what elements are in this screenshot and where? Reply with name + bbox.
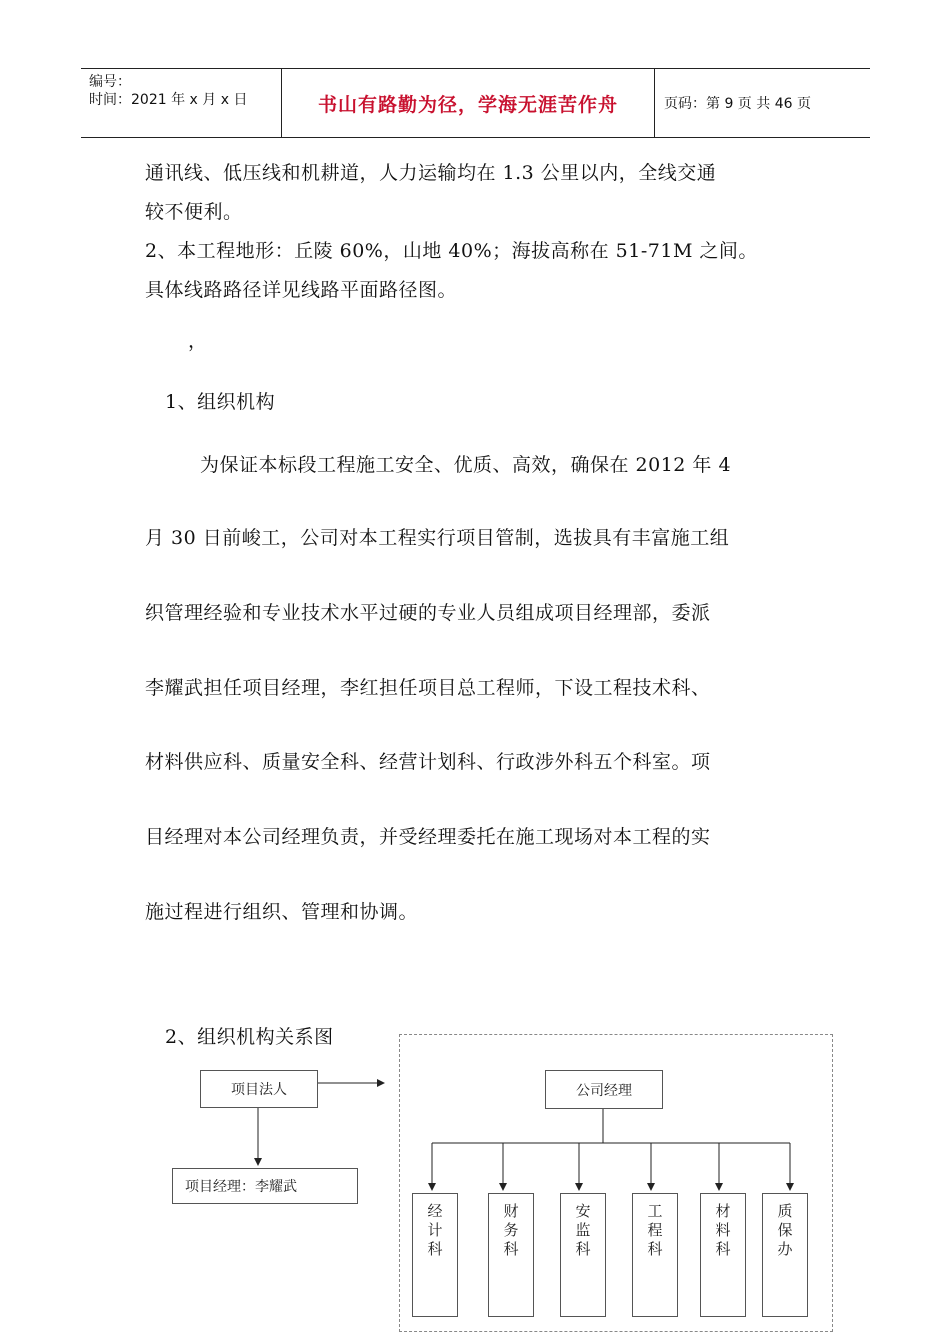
department-box bbox=[632, 1193, 678, 1317]
paragraph-line: 材料供应科、质量安全科、经营计划科、行政涉外科五个科室。项 bbox=[145, 751, 711, 773]
serial-label: 编号： bbox=[89, 74, 131, 90]
header-motto: 书山有路勤为径，学海无涯苦作舟 bbox=[317, 93, 618, 116]
department-label: 安监科 bbox=[575, 1202, 591, 1258]
company-manager-box: 公司经理 bbox=[545, 1070, 663, 1109]
paragraph-line: 通讯线、低压线和机耕道，人力运输均在 1.3 公里以内，全线交通 bbox=[145, 162, 717, 184]
department-label: 工程科 bbox=[647, 1202, 663, 1258]
paragraph-line: 为保证本标段工程施工安全、优质、高效，确保在 2012 年 4 bbox=[200, 454, 732, 476]
department-box bbox=[488, 1193, 534, 1317]
paragraph-line: 施过程进行组织、管理和协调。 bbox=[145, 901, 419, 923]
legal-person-box: 项目法人 bbox=[200, 1070, 318, 1108]
paragraph-line: 月 30 日前峻工，公司对本工程实行项目管制，选拔具有丰富施工组 bbox=[145, 527, 730, 549]
paragraph-line: 目经理对本公司经理负责，并受经理委托在施工现场对本工程的实 bbox=[145, 826, 711, 848]
department-box bbox=[560, 1193, 606, 1317]
project-manager-box: 项目经理：李耀武 bbox=[172, 1168, 358, 1204]
paragraph-line: 2、本工程地形：丘陵 60%，山地 40%；海拔高称在 51-71M 之间。 bbox=[145, 240, 758, 262]
department-box bbox=[412, 1193, 458, 1317]
stray-comma: ， bbox=[188, 330, 208, 352]
page-info: 页码：第 9 页 共 46 页 bbox=[664, 96, 811, 112]
paragraph-line: 具体线路路径详见线路平面路径图。 bbox=[145, 279, 458, 301]
section-title: 2、组织机构关系图 bbox=[165, 1026, 334, 1048]
paragraph-line: 较不便利。 bbox=[145, 201, 243, 223]
department-box bbox=[762, 1193, 808, 1317]
time-label: 时间：2021 年 x 月 x 日 bbox=[89, 92, 248, 108]
paragraph-line: 李耀武担任项目经理，李红担任项目总工程师，下设工程技术科、 bbox=[145, 677, 711, 699]
section-title: 1、组织机构 bbox=[165, 391, 276, 413]
department-label: 经计科 bbox=[427, 1202, 443, 1258]
department-label: 材 料科 bbox=[715, 1202, 731, 1258]
department-label: 财务科 bbox=[503, 1202, 519, 1258]
paragraph-line: 织管理经验和专业技术水平过硬的专业人员组成项目经理部，委派 bbox=[145, 602, 711, 624]
department-label: 质保办 bbox=[777, 1202, 793, 1258]
department-box bbox=[700, 1193, 746, 1317]
